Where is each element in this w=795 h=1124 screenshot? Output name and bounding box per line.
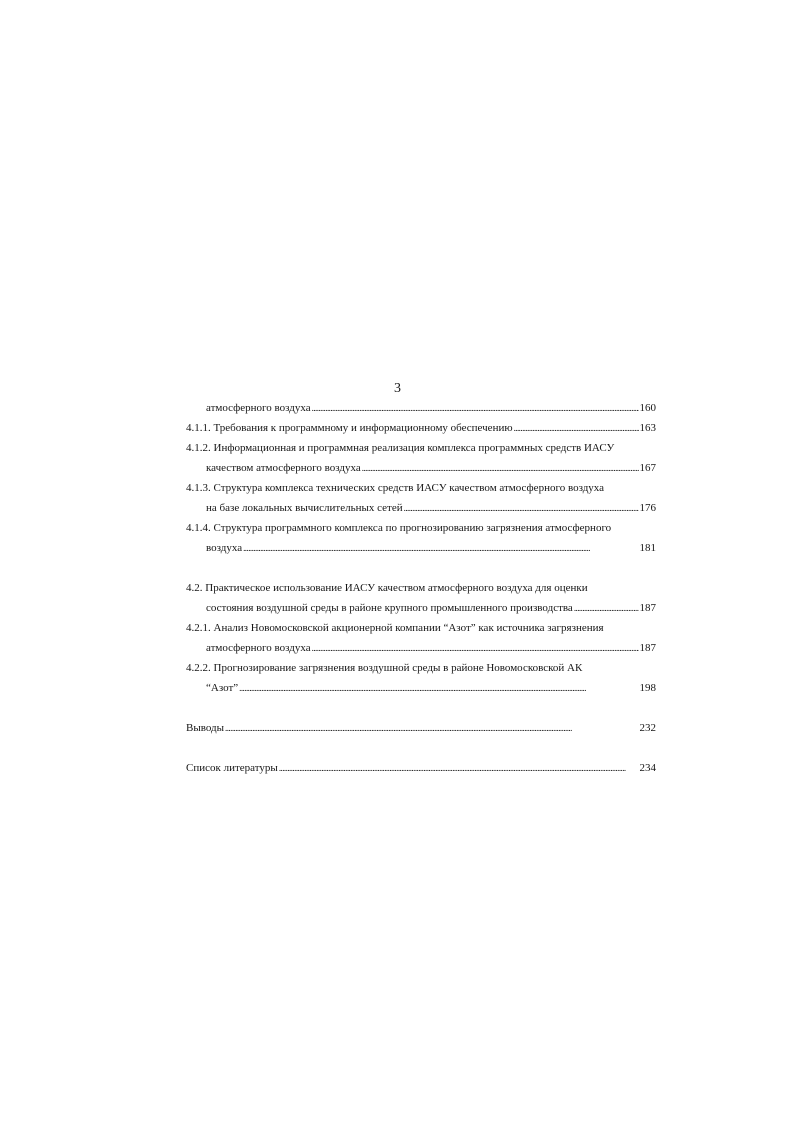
toc-entry-title-cont: атмосферного воздуха [206, 642, 311, 654]
toc-page-number: 176 [639, 502, 656, 514]
toc-entry-title-cont: “Азот” [206, 682, 239, 694]
toc-entry [186, 418, 656, 438]
dot-leader [312, 638, 639, 658]
toc-entry-title: 4.1.4. Структура программного комплекса по прогнозированию загрязнения атмосферного [186, 522, 612, 534]
toc-entry [186, 658, 656, 678]
dot-leader [312, 398, 639, 418]
toc-entry-title: 4.2. Практическое использование ИАСУ качеством атмосферного воздуха для оценки [186, 582, 588, 594]
dot-leader [574, 598, 639, 618]
toc-entry [186, 618, 656, 638]
spacer [186, 558, 656, 578]
toc-entry [186, 758, 656, 778]
toc-entry-continuation [186, 498, 656, 518]
toc-entry-title: 4.2.2. Прогнозирование загрязнения воздушной среды в районе Новомосковской АК [186, 662, 583, 674]
toc-entry-title: 4.1.3. Структура комплекса технических средств ИАСУ качеством атмосферного воздуха [186, 482, 605, 494]
toc-entry-continuation [186, 598, 656, 618]
toc-entry [186, 398, 656, 418]
table-of-contents [186, 398, 656, 778]
toc-page-number: 187 [639, 642, 656, 654]
toc-entry-continuation [186, 678, 656, 698]
toc-entry [186, 578, 656, 598]
page-number: 3 [394, 381, 401, 396]
toc-entry-title: Список литературы [186, 762, 278, 774]
toc-entry-title: 4.2.1. Анализ Новомосковской акционерной компании “Азот” как источника загрязнения [186, 622, 604, 634]
dot-leader [279, 758, 639, 778]
dot-leader [404, 498, 639, 518]
toc-page-number: 232 [639, 722, 656, 734]
toc-entry-continuation [186, 458, 656, 478]
toc-entry [186, 518, 656, 538]
dot-leader [225, 718, 638, 738]
spacer [186, 698, 656, 718]
toc-entry-title-cont: воздуха [206, 542, 243, 554]
toc-entry-continuation [186, 538, 656, 558]
toc-entry-title-cont: на базе локальных вычислительных сетей [206, 502, 403, 514]
toc-entry-title-cont: качеством атмосферного воздуха [206, 462, 361, 474]
toc-page-number: 181 [639, 542, 656, 554]
dot-leader [362, 458, 639, 478]
dot-leader [514, 418, 639, 438]
dot-leader [243, 538, 638, 558]
toc-entry-title-cont: состояния воздушной среды в районе крупного промышленного производства [206, 602, 573, 614]
toc-entry [186, 438, 656, 458]
toc-page-number: 160 [639, 402, 656, 414]
spacer [186, 738, 656, 758]
toc-entry [186, 478, 656, 498]
toc-page-number: 187 [639, 602, 656, 614]
toc-entry-title: 4.1.1. Требования к программному и информационному обеспечению [186, 422, 513, 434]
toc-page-number: 198 [639, 682, 656, 694]
toc-entry-title: Выводы [186, 722, 225, 734]
toc-entry-title: 4.1.2. Информационная и программная реализация комплекса программных средств ИАСУ [186, 442, 615, 454]
toc-page-number: 163 [639, 422, 656, 434]
toc-page-number: 167 [639, 462, 656, 474]
toc-page-number: 234 [639, 762, 656, 774]
dot-leader [239, 678, 638, 698]
toc-entry-title: атмосферного воздуха [206, 402, 311, 414]
toc-entry-continuation [186, 638, 656, 658]
toc-entry [186, 718, 656, 738]
